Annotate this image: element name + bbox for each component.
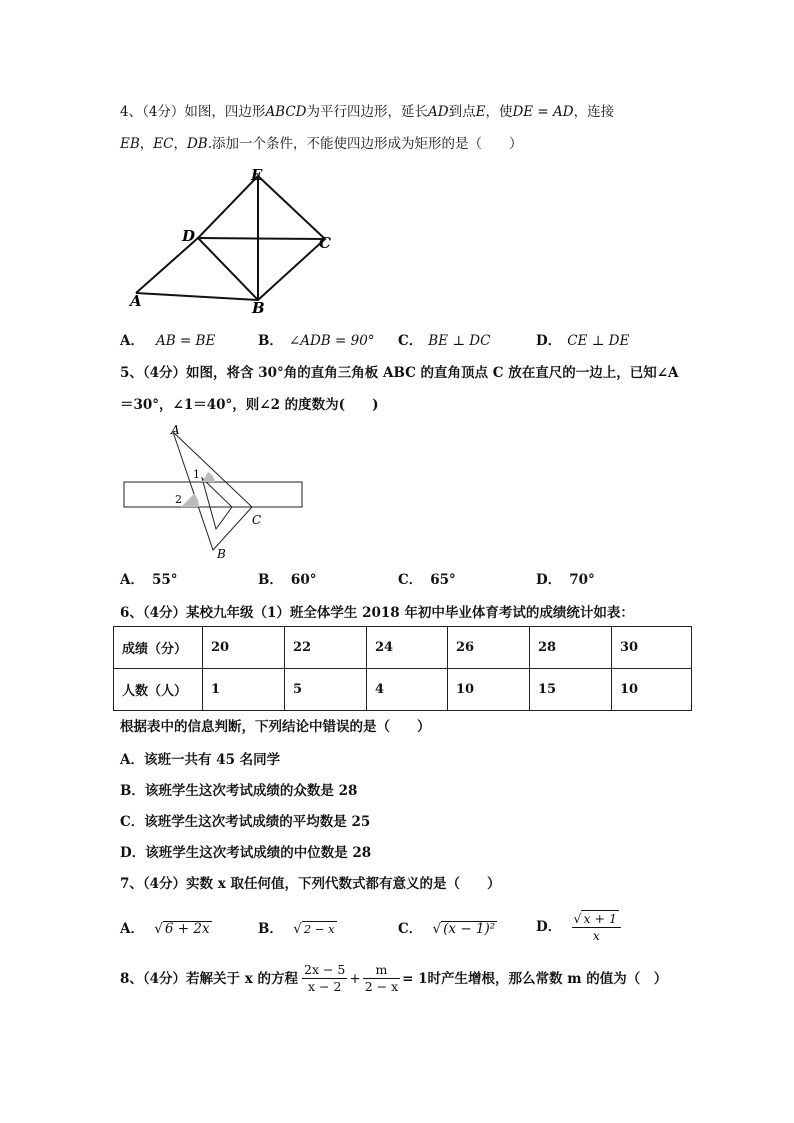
q5-label-2: 2 (175, 493, 182, 506)
q5-angle-1-mark (202, 472, 215, 482)
q4-option-c: C． BE ⊥ DC (398, 333, 491, 349)
q7-option-d: D． $\frac{√ x + 1}{x}$ (536, 910, 621, 944)
q4-option-d: D． CE ⊥ DE (536, 333, 630, 349)
q4-label-b: B (252, 299, 265, 317)
q7-option-a: A． √ 6 + 2x (120, 921, 210, 937)
q5-label-1: 1 (193, 468, 200, 481)
table-cell: 24 (367, 627, 448, 669)
q5-option-a: A． 55° (120, 572, 178, 588)
q5-option-d: D． 70° (536, 572, 595, 588)
table-row (114, 669, 692, 711)
q6-option-c: C．该班学生这次考试成绩的平均数是 25 (120, 814, 371, 830)
q5-triangle-outer (173, 432, 252, 550)
q4-option-b: B． ∠ADB = 90° (258, 333, 375, 349)
table-cell: 20 (203, 627, 285, 669)
q6-prompt: 根据表中的信息判断，下列结论中错误的是（ ） (120, 719, 431, 735)
table-cell: 5 (285, 669, 367, 711)
q7-option-b: B． √ 2 − x (258, 921, 335, 937)
q5-figure (118, 420, 318, 565)
q5-stem-line1: 5、（4分）如图，将含 30°角的直角三角板 ABC 的直角顶点 C 放在直尺的一边上，已知∠A (120, 365, 679, 381)
q4-option-a: A． AB = BE (120, 333, 216, 349)
q5-triangle-inner (202, 478, 232, 529)
table-cell: 22 (285, 627, 367, 669)
q4-segment-dc (198, 238, 325, 239)
q5-label-a: A (171, 423, 180, 437)
q4-stem-line2: EB，EC，DB.添加一个条件，不能使四边形成为矩形的是（ ） (120, 136, 523, 152)
table-cell: 1 (203, 669, 285, 711)
table-cell: 30 (612, 627, 692, 669)
table-cell: 10 (612, 669, 692, 711)
q6-score-table (113, 626, 692, 711)
q6-option-b: B．该班学生这次考试成绩的众数是 28 (120, 783, 358, 799)
table-cell: 15 (530, 669, 612, 711)
q5-label-b: B (217, 547, 226, 561)
q4-label-d: D (182, 227, 196, 245)
table-cell: 26 (448, 627, 530, 669)
q8-fraction-1: $\frac{2x - 5}{x - 2}$ (304, 962, 346, 994)
q6-option-d: D．该班学生这次考试成绩的中位数是 28 (120, 845, 372, 861)
q4-label-e: E (251, 166, 263, 184)
q4-label-c: C (319, 234, 331, 252)
q8-fraction-2: $\frac{m}{2 - x}$ (364, 962, 399, 994)
q8-stem: 8、（4分）若解关于 x 的方程 $\frac{2x - 5}{x - 2}$ + $\frac{m}{2 - x}$ = 1时产生增根，那么常数 m 的值为（ ） (120, 962, 668, 994)
q5-ruler (124, 482, 302, 507)
q7-stem: 7、（4分）实数 x 取任何值，下列代数式都有意义的是（ ） (120, 876, 501, 892)
table-cell: 10 (448, 669, 530, 711)
table-cell: 28 (530, 627, 612, 669)
table-header-cell: 成绩（分） (114, 627, 203, 669)
q6-option-a: A．该班一共有 45 名同学 (120, 752, 281, 768)
q5-angle-2-mark (181, 494, 199, 507)
q4-figure (125, 162, 345, 322)
table-cell: 4 (367, 669, 448, 711)
table-header-cell: 人数（人） (114, 669, 203, 711)
q5-option-b: B． 60° (258, 572, 317, 588)
q7-option-c: C． √ (x − 1)² (398, 921, 496, 937)
q5-stem-line2: ＝30°，∠1＝40°，则∠2 的度数为( ) (120, 397, 379, 413)
q4-stem-line1: 4、（4分）如图，四边形ABCD为平行四边形，延长AD到点E，使DE = AD，连接 (120, 104, 615, 120)
q4-segment-ad (136, 238, 198, 293)
q6-stem: 6、（4分）某校九年级（1）班全体学生 2018 年初中毕业体育考试的成绩统计如表： (120, 605, 634, 621)
q5-label-c: C (252, 513, 262, 527)
table-row (114, 627, 692, 669)
q4-label-a: A (130, 292, 142, 310)
q5-option-c: C． 65° (398, 572, 456, 588)
q4-segment-ab (136, 293, 258, 300)
